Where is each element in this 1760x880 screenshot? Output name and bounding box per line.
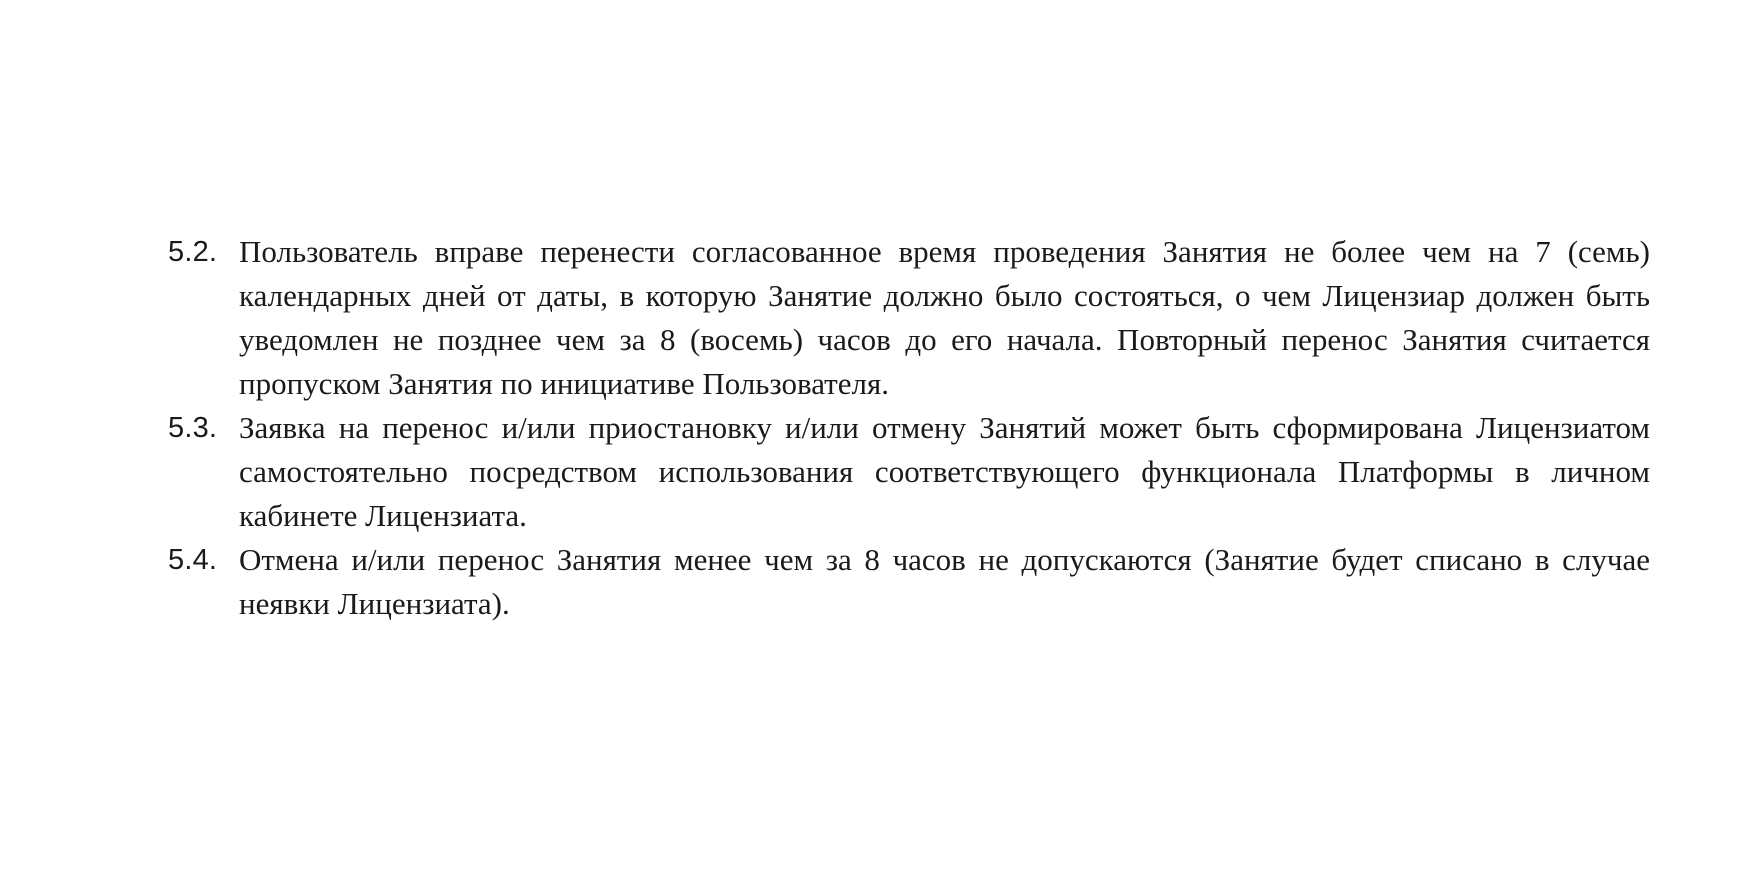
clause-5-2 [168, 230, 1650, 406]
clause-number: 5.2. [168, 236, 218, 268]
document-body [168, 230, 1650, 626]
clause-text: Пользователь вправе перенести согласованное время проведения Занятия не более чем на 7 (семь) календарных дней от даты, в которую Занятие должно было состояться, о чем Лицензиар должен быть уведомлен не позднее чем за 8 (восемь) часов до его начала. Повторный перенос Занятия считается пропуском Занятия по инициативе Пользователя. [239, 234, 1650, 401]
clause-number: 5.4. [168, 544, 218, 576]
clause-5-4 [168, 538, 1650, 626]
clause-text: Заявка на перенос и/или приостановку и/или отмену Занятий может быть сформирована Лицензиатом самостоятельно посредством использования соответствующего функционала Платформы в личном кабинете Лицензиата. [239, 410, 1650, 533]
clause-text: Отмена и/или перенос Занятия менее чем за 8 часов не допускаются (Занятие будет списано в случае неявки Лицензиата). [239, 542, 1650, 621]
clause-5-3 [168, 406, 1650, 538]
clause-number: 5.3. [168, 412, 218, 444]
